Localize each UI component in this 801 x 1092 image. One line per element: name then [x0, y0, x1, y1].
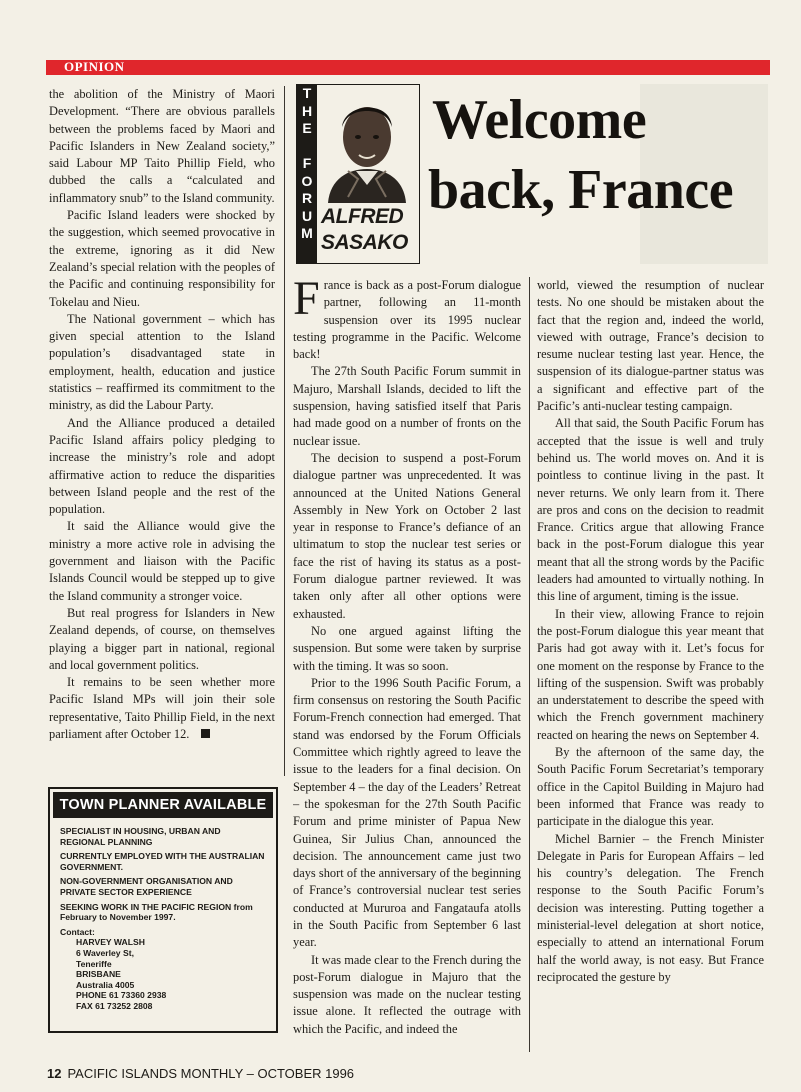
- ad-contact-label: Contact:: [60, 926, 95, 937]
- ad-item: SPECIALIST IN HOUSING, URBAN AND REGIONAL PLANNING: [60, 826, 221, 847]
- paragraph: The decision to suspend a post-Forum dialogue partner was unprecedented. It was announced at the United Nations General Assembly in New York on October 2 last year in response to France’s defiance of an ultimatum to stop the nuclear test series or face the rist of having its status as a post-Forum dialogue partner reviewed. It was taken only after all other options were exhausted.: [293, 450, 521, 621]
- paragraph: Pacific Island leaders were shocked by the suggestion, which seemed provocative in the extreme, ignoring as it did New Zealand’s special relation with the peoples of the Pacific and continuing responsibility for Tokelau and Nieu.: [49, 208, 275, 309]
- paragraph: world, viewed the resumption of nuclear tests. No one should be mistaken about the fact that the region and, indeed the world, viewed with outrage, France’s decision to resume nuclear testing last year. Hence, the suspension of its dialogue-partner status was a significant and effective part of the Pacific’s anti-nuclear testing campaign.: [537, 278, 764, 414]
- ad-body: [50, 818, 276, 1012]
- paragraph: Michel Barnier – the French Minister Delegate in Paris for European Affairs – led his country’s delegation. The French response to the South Pacific Forum’s decision was interesting. Putting together a ministerial-level delegation at short notice, especially to attend an international Forum half the world away, is not easy. But France reciprocated the gesture by: [537, 831, 764, 984]
- paragraph-text: rance is back as a post-Forum dialogue partner, following an 11-month suspension over its 1995 nuclear testing programme in the Pacific. Welcome back!: [293, 278, 521, 362]
- page-footer: [47, 1066, 354, 1081]
- author-last-name: SASAKO: [321, 231, 408, 254]
- ad-contact-line: PHONE 61 73360 2938: [76, 990, 167, 1001]
- ad-contact-line: 6 Waverley St,: [76, 947, 134, 958]
- paragraph: [49, 674, 275, 743]
- column-2: [293, 277, 521, 1052]
- paragraph: And the Alliance produced a detailed Pacific Island affairs policy pledging to increase the ministry’s role and adopt affirmative action to reduce the disparities between Island people and the rest of the population.: [49, 415, 275, 517]
- strip-letter: [297, 138, 317, 156]
- paragraph: It was made clear to the French during the post-Forum dialogue in Majuro that the suspension was made on the nuclear testing issue alone. It reflected the outrage with which the Pacific, and indeed the: [293, 952, 521, 1036]
- paragraph: No one argued against lifting the suspension. But some were taken by surprise with the timing. It was so soon.: [293, 623, 521, 673]
- paragraph-text: It remains to be seen whether more Pacific Island MPs will join their sole representative, Taito Phillip Field, in the next parliament after October 12.: [49, 675, 275, 741]
- section-bar: [46, 60, 770, 75]
- column-1: [49, 86, 275, 776]
- paragraph: By the afternoon of the same day, the South Pacific Forum Secretariat’s temporary office in the Capitol Building in Majuro had been informed that France was ready to participate in the dialogue this year.: [537, 745, 764, 829]
- strip-letter: U: [301, 207, 313, 224]
- paragraph: Prior to the 1996 South Pacific Forum, a firm consensus on restoring the South Pacific Forum-French connection had emerged. That stand was endorsed by the Forum Officials Committee which rightly agreed to leave the issue to the leaders for a final decision. On September 4 – the day of the Leaders’ Retreat – the spokesman for the 27th South Pacific Forum and prime minister of Papua New Guinea, Sir Julius Chan, announced the decision. The announcement came just two days short of the anniversary of the beginning of France’s controversial nuclear test series conducted at Mururoa and Fangataufa atolls in the South Pacific from September 6 last year.: [293, 675, 521, 950]
- author-first-name: ALFRED: [321, 205, 404, 228]
- paragraph: The National government – which has given special attention to the Island population’s disadvantaged state in employment, health, education and justice statistics – reaffirmed its commitment to the ministry, as did the Labour Party.: [49, 311, 275, 413]
- section-label: OPINION: [64, 59, 125, 74]
- column-3: [537, 277, 764, 1052]
- paragraph: It said the Alliance would give the ministry a more active role in advising the government and liaison with the Pacific Islands Council would be stepped up to give the Island community a stronger voice.: [49, 519, 275, 603]
- headline-line-1: Welcome: [432, 89, 647, 151]
- strip-letter: F: [302, 155, 312, 171]
- strip-letter: T: [302, 85, 312, 101]
- paragraph: But real progress for Islanders in New Zealand depends, of course, on themselves playing a bigger part in national, regional and local government politics.: [49, 605, 275, 672]
- ad-contact-line: BRISBANE: [76, 969, 121, 980]
- paragraph: [293, 277, 521, 363]
- drop-cap: F: [293, 277, 320, 325]
- headline-line-2: back, France: [428, 159, 734, 221]
- forum-strip: [297, 85, 317, 263]
- strip-letter: O: [301, 172, 313, 189]
- strip-letter: H: [301, 102, 313, 119]
- forum-column-badge: [296, 84, 420, 264]
- ad-item: SEEKING WORK IN THE PACIFIC REGION from February to November 1997.: [60, 901, 253, 923]
- strip-letter: M: [301, 225, 313, 241]
- paragraph: The 27th South Pacific Forum summit in Majuro, Marshall Islands, decided to lift the suspension, having satisfied itself that Paris had made good on a number of fronts on the nuclear issue.: [293, 364, 521, 448]
- ad-contact-line: Teneriffe: [76, 958, 112, 969]
- page-number: 12: [47, 1066, 62, 1081]
- end-mark-icon: [201, 729, 210, 738]
- column-divider: [284, 86, 285, 776]
- paragraph: In their view, allowing France to rejoin the post-Forum dialogue this year meant that Paris had got away with it. Let’s focus for one moment on the response by France to the lifting of the suspension. Swift was probably an understatement to describe the speed with which the French government machinery reacted on hearing the news on September 4.: [537, 606, 764, 742]
- strip-letter: R: [301, 190, 313, 206]
- ad-contact-line: Australia 4005: [76, 979, 135, 990]
- column-divider: [529, 277, 530, 1052]
- paragraph: the abolition of the Ministry of Maori Development. “There are obvious parallels between the problems faced by Maori and Pacific Islanders in New Zealand society,” said Labour MP Taito Phillip Field, who dubbed the calls a “calculated and inflammatory snub” to the Island community.: [49, 87, 275, 205]
- footer-text: PACIFIC ISLANDS MONTHLY – OCTOBER 1996: [67, 1066, 355, 1081]
- ad-contact-line: HARVEY WALSH: [76, 937, 145, 948]
- ad-item: CURRENTLY EMPLOYED WITH THE AUSTRALIAN GOVERNMENT.: [60, 851, 265, 872]
- ad-contact-line: FAX 61 73252 2808: [76, 1000, 153, 1011]
- strip-letter: E: [302, 120, 312, 136]
- author-portrait: [318, 87, 416, 203]
- paragraph: All that said, the South Pacific Forum has accepted that the issue is well and truly behind us. The world moves on. And it is pointless to continue living in the past. It never returns. We only learn from it. There are pros and cons on the decision to readmit France. Critics argue that allowing France back in the post-Forum dialogue this year meant that all the strong words by the Pacific leaders had amounted to virtually nothing. In this line of argument, timing is the issue.: [537, 416, 764, 604]
- ad-title: TOWN PLANNER AVAILABLE: [53, 792, 273, 818]
- ad-item: NON-GOVERNMENT ORGANISATION AND PRIVATE SECTOR EXPERIENCE: [60, 876, 233, 897]
- classified-ad: [48, 787, 278, 1033]
